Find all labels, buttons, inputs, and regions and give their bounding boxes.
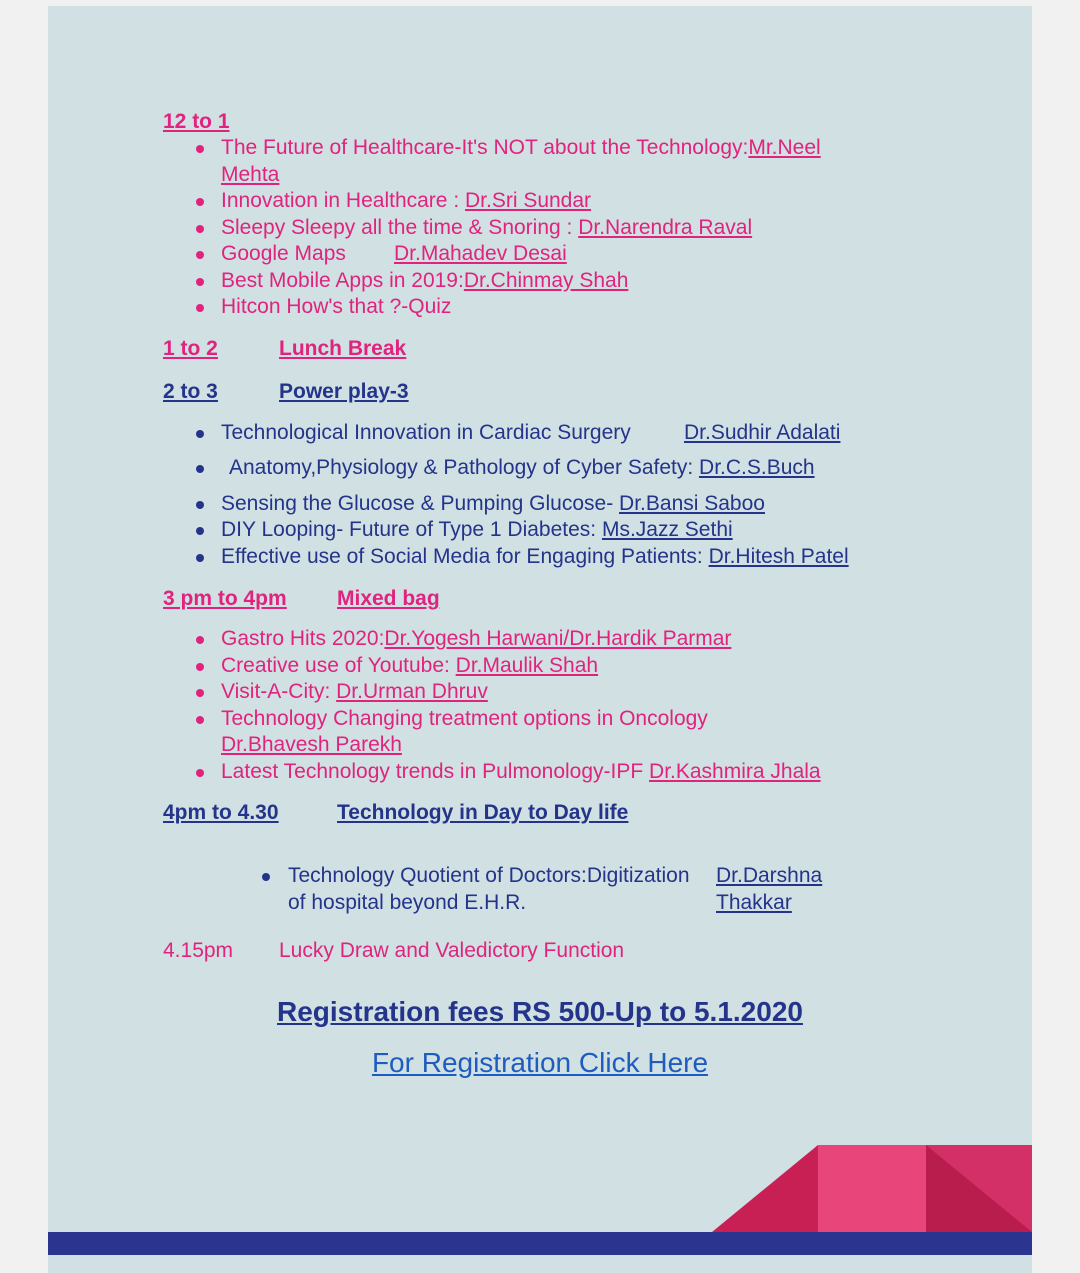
list-item [163,188,923,215]
session-time: 3 pm to 4pm [163,587,287,610]
speaker-link[interactable]: Ms.Jazz Sethi [601,518,733,541]
talk-title: Innovation in Healthcare : [221,189,465,212]
speaker-link[interactable]: Mr.Neel [748,136,821,159]
session-title: Lunch Break [279,336,407,360]
talk-title: Technology Quotient of Doctors:Digitization [288,864,690,887]
talk-title: The Future of Healthcare-It's NOT about the Technology: [221,136,749,159]
speaker-link[interactable]: Dr.Darshna [716,864,823,887]
speaker-link-continued[interactable]: Mehta [221,162,280,186]
session-1-to-2-heading [163,337,923,361]
list-item [163,294,923,321]
talk-title: Hitcon How's that ?-Quiz [221,295,452,318]
talk-title: Best Mobile Apps in 2019: [221,268,464,292]
talk-title: Latest Technology trends in Pulmonology-IPF [221,759,650,783]
closing-session [163,939,923,963]
footer-bar [48,1232,1032,1255]
list-item [163,420,923,447]
speaker-link[interactable]: Dr.Narendra Raval [578,215,753,239]
speaker-link-continued[interactable]: Thakkar [716,890,792,914]
list-item [163,268,923,295]
session-time: 1 to 2 [163,336,218,360]
talk-title: Effective use of Social Media for Engaging Patients: [221,544,709,568]
decorative-corner-graphic [712,1145,1032,1233]
speaker-link[interactable]: Dr.Bansi Saboo [619,491,765,515]
talk-title: Sleepy Sleepy all the time & Snoring : [221,215,579,239]
speaker-link[interactable]: Dr.Kashmira Jhala [649,759,821,783]
list-item [163,215,923,242]
talk-title: Google Maps [221,242,346,265]
speaker-cell [716,863,822,916]
list-item [163,706,923,759]
list-item [163,544,923,571]
list-item [163,491,923,518]
speaker-link[interactable]: Dr.Hitesh Patel [708,544,849,568]
session-3pm-to-4pm-list [163,626,923,785]
talk-title: Gastro Hits 2020: [221,627,385,650]
session-time: 4pm to 4.30 [163,801,279,824]
speaker-link[interactable]: Dr.Maulik Shah [455,653,599,677]
speaker-link[interactable]: Dr.Mahadev Desai [394,242,567,265]
speaker-link[interactable]: Dr.Sudhir Adalati [684,420,841,444]
list-item [258,863,716,916]
session-4pm-item [258,863,923,916]
list-item [163,241,923,268]
session-title: Lucky Draw and Valedictory Function [279,939,625,962]
speaker-link[interactable]: Dr.Bhavesh Parekh [221,733,402,756]
registration-fees: Registration fees RS 500-Up to 5.1.2020 [277,996,803,1027]
talk-title: DIY Looping- Future of Type 1 Diabetes: [221,518,602,541]
speaker-link[interactable]: Dr.Urman Dhruv [336,680,488,703]
talk-title: Sensing the Glucose & Pumping Glucose- [221,491,620,515]
talk-title: Technology Changing treatment options in Oncology [221,706,708,730]
session-title: Technology in Day to Day life [337,801,629,824]
speaker-link[interactable]: Dr.C.S.Buch [699,456,815,479]
session-3pm-to-4pm-heading [163,587,923,611]
speaker-link[interactable]: Dr.Sri Sundar [464,189,592,212]
talk-title-continued: of hospital beyond E.H.R. [288,890,527,914]
talk-title: Creative use of Youtube: [221,653,456,677]
talk-title: Technological Innovation in Cardiac Surgery [221,420,631,444]
list-item [163,626,923,653]
session-title: Power play-3 [279,379,409,403]
session-title: Mixed bag [337,587,440,610]
speaker-link[interactable]: Dr.Chinmay Shah [463,268,629,292]
list-item [163,679,923,706]
session-12-to-1-heading [163,110,923,134]
session-2-to-3-heading [163,380,923,404]
bullet-icon [262,873,270,881]
session-12-to-1-list [163,135,923,321]
talk-title: Anatomy,Physiology & Pathology of Cyber Safety: [229,456,700,479]
session-time: 2 to 3 [163,379,218,403]
agenda-content [163,110,923,963]
speaker-link[interactable]: Dr.Yogesh Harwani/Dr.Hardik Parmar [384,627,732,650]
session-4pm-to-430-heading [163,801,923,825]
session-time: 12 to 1 [163,110,230,133]
registration-link[interactable]: For Registration Click Here [371,1047,709,1078]
session-time: 4.15pm [163,939,234,962]
session-2-to-3-list [163,420,923,571]
list-item [163,455,923,482]
list-item [163,653,923,680]
list-item [163,135,923,188]
list-item [163,759,923,786]
document-page [48,6,1032,1273]
talk-title: Visit-A-City: [221,680,337,703]
list-item [163,517,923,544]
